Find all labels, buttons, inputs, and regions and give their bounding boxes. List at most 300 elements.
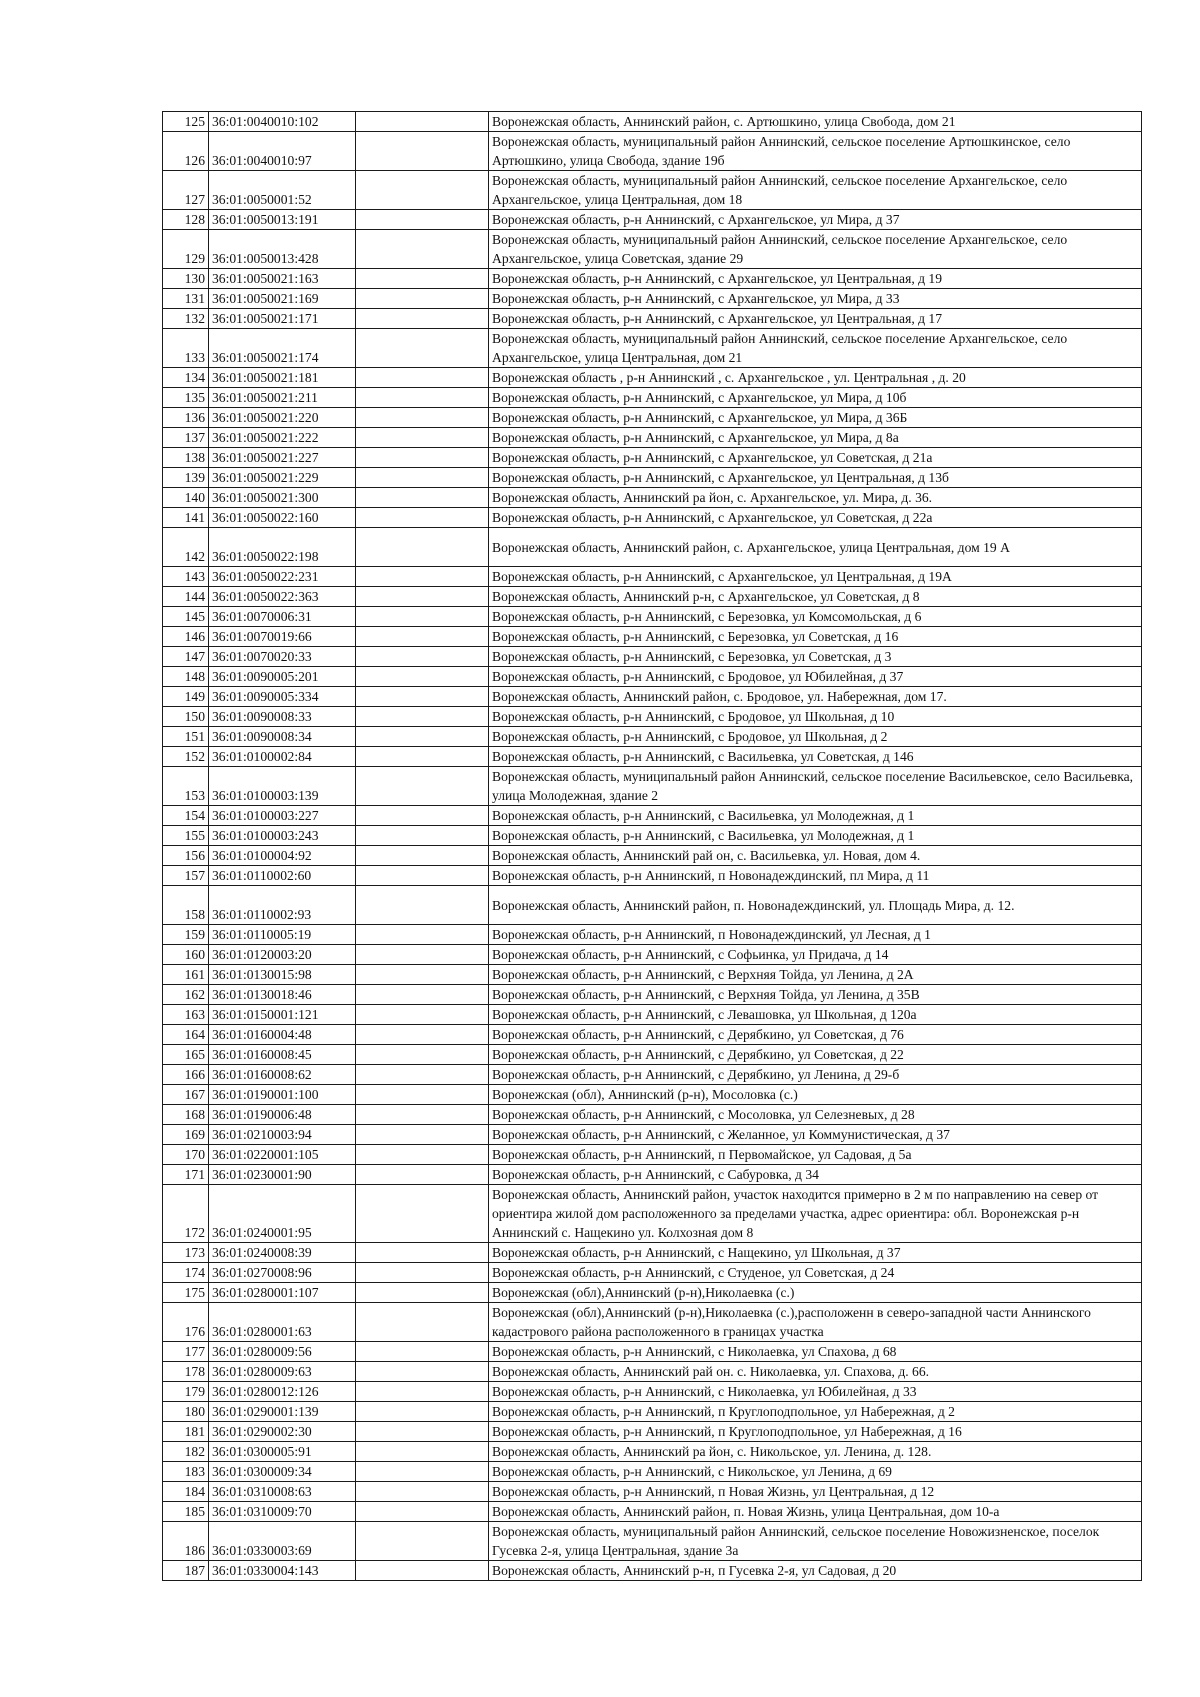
- address-cell: Воронежская область, муниципальный район Аннинский, сельское поселение Новожизненское, поселок Гусевка 2-я, улица Центральная, здание 3а: [489, 1522, 1142, 1561]
- table-row: [163, 132, 1142, 171]
- address-cell: Воронежская область, р-н Аннинский, п Круглоподпольное, ул Набережная, д 2: [489, 1402, 1142, 1422]
- row-number: 143: [163, 567, 209, 587]
- table-row: [163, 747, 1142, 767]
- cadastral-number: 36:01:0050021:220: [209, 408, 356, 428]
- cadastral-number: 36:01:0290001:139: [209, 1402, 356, 1422]
- empty-cell: [356, 1422, 489, 1442]
- row-number: 158: [163, 886, 209, 925]
- address-cell: Воронежская область, р-н Аннинский, с Архангельское, ул Центральная, д 13б: [489, 468, 1142, 488]
- row-number: 141: [163, 508, 209, 528]
- cadastral-number: 36:01:0040010:102: [209, 112, 356, 132]
- row-number: 131: [163, 289, 209, 309]
- table-row: [163, 925, 1142, 945]
- cadastral-number: 36:01:0050013:191: [209, 210, 356, 230]
- row-number: 165: [163, 1045, 209, 1065]
- cadastral-number: 36:01:0070020:33: [209, 647, 356, 667]
- row-number: 139: [163, 468, 209, 488]
- cadastral-number: 36:01:0050013:428: [209, 230, 356, 269]
- empty-cell: [356, 1005, 489, 1025]
- row-number: 142: [163, 528, 209, 567]
- table-row: [163, 727, 1142, 747]
- table-row: [163, 846, 1142, 866]
- cadastral-number: 36:01:0280001:107: [209, 1283, 356, 1303]
- address-cell: Воронежская область, Аннинский район, участок находится примерно в 2 м по направлению на север от ориентира жилой дом расположенного за пределами участка, адрес ориентира: обл. Воронежская р-н Аннинский с. Нащекино ул. Колхозная дом 8: [489, 1185, 1142, 1243]
- table-row: [163, 1502, 1142, 1522]
- cadastral-number: 36:01:0160004:48: [209, 1025, 356, 1045]
- cadastral-number: 36:01:0090008:34: [209, 727, 356, 747]
- cadastral-number: 36:01:0090005:334: [209, 687, 356, 707]
- empty-cell: [356, 1085, 489, 1105]
- row-number: 173: [163, 1243, 209, 1263]
- address-cell: Воронежская область, р-н Аннинский, п Новая Жизнь, ул Центральная, д 12: [489, 1482, 1142, 1502]
- row-number: 183: [163, 1462, 209, 1482]
- row-number: 152: [163, 747, 209, 767]
- address-cell: Воронежская область, р-н Аннинский, с Левашовка, ул Школьная, д 120а: [489, 1005, 1142, 1025]
- empty-cell: [356, 528, 489, 567]
- row-number: 153: [163, 767, 209, 806]
- table-row: [163, 767, 1142, 806]
- address-cell: Воронежская область, р-н Аннинский, с Никольское, ул Ленина, д 69: [489, 1462, 1142, 1482]
- cadastral-number: 36:01:0070019:66: [209, 627, 356, 647]
- address-cell: Воронежская область, р-н Аннинский, с Березовка, ул Советская, д 3: [489, 647, 1142, 667]
- address-cell: Воронежская область, Аннинский район, с. Архангельское, улица Центральная, дом 19 А: [489, 528, 1142, 567]
- row-number: 154: [163, 806, 209, 826]
- cadastral-number: 36:01:0310008:63: [209, 1482, 356, 1502]
- address-cell: Воронежская область, Аннинский рай он. с. Николаевка, ул. Спахова, д. 66.: [489, 1362, 1142, 1382]
- empty-cell: [356, 132, 489, 171]
- empty-cell: [356, 388, 489, 408]
- empty-cell: [356, 1502, 489, 1522]
- cadastral-number: 36:01:0050022:160: [209, 508, 356, 528]
- table-row: [163, 528, 1142, 567]
- cadastral-number: 36:01:0210003:94: [209, 1125, 356, 1145]
- table-row: [163, 1402, 1142, 1422]
- empty-cell: [356, 1442, 489, 1462]
- cadastral-number: 36:01:0070006:31: [209, 607, 356, 627]
- address-cell: Воронежская область, р-н Аннинский, с Софьинка, ул Придача, д 14: [489, 945, 1142, 965]
- address-cell: Воронежская область, р-н Аннинский, с Верхняя Тойда, ул Ленина, д 35В: [489, 985, 1142, 1005]
- cadastral-number: 36:01:0310009:70: [209, 1502, 356, 1522]
- table-row: [163, 1462, 1142, 1482]
- empty-cell: [356, 1482, 489, 1502]
- empty-cell: [356, 1342, 489, 1362]
- empty-cell: [356, 846, 489, 866]
- address-cell: Воронежская область, муниципальный район Аннинский, сельское поселение Архангельское, село Архангельское, улица Советская, здание 29: [489, 230, 1142, 269]
- empty-cell: [356, 448, 489, 468]
- row-number: 130: [163, 269, 209, 289]
- cadastral-number: 36:01:0280009:56: [209, 1342, 356, 1362]
- row-number: 144: [163, 587, 209, 607]
- table-row: [163, 329, 1142, 368]
- table-row: [163, 1005, 1142, 1025]
- table-row: [163, 1482, 1142, 1502]
- table-row: [163, 289, 1142, 309]
- cadastral-number: 36:01:0280009:63: [209, 1362, 356, 1382]
- address-cell: Воронежская область, р-н Аннинский, с Архангельское, ул Мира, д 37: [489, 210, 1142, 230]
- row-number: 174: [163, 1263, 209, 1283]
- cadastral-number: 36:01:0100003:139: [209, 767, 356, 806]
- cadastral-number: 36:01:0330003:69: [209, 1522, 356, 1561]
- table-row: [163, 1263, 1142, 1283]
- empty-cell: [356, 866, 489, 886]
- empty-cell: [356, 309, 489, 329]
- row-number: 133: [163, 329, 209, 368]
- row-number: 127: [163, 171, 209, 210]
- empty-cell: [356, 1105, 489, 1125]
- empty-cell: [356, 1303, 489, 1342]
- address-cell: Воронежская область, р-н Аннинский, п Новонадеждинский, ул Лесная, д 1: [489, 925, 1142, 945]
- address-cell: Воронежская область, р-н Аннинский, с Верхняя Тойда, ул Ленина, д 2А: [489, 965, 1142, 985]
- address-cell: Воронежская область, р-н Аннинский, с Бродовое, ул Юбилейная, д 37: [489, 667, 1142, 687]
- table-row: [163, 1442, 1142, 1462]
- table-row: [163, 687, 1142, 707]
- row-number: 178: [163, 1362, 209, 1382]
- row-number: 156: [163, 846, 209, 866]
- address-cell: Воронежская область, Аннинский район, п. Новая Жизнь, улица Центральная, дом 10-а: [489, 1502, 1142, 1522]
- empty-cell: [356, 1263, 489, 1283]
- cadastral-number: 36:01:0130018:46: [209, 985, 356, 1005]
- address-cell: Воронежская область, Аннинский р-н, п Гусевка 2-я, ул Садовая, д 20: [489, 1561, 1142, 1581]
- table-row: [163, 707, 1142, 727]
- address-cell: Воронежская область, Аннинский ра йон, с. Архангельское, ул. Мира, д. 36.: [489, 488, 1142, 508]
- row-number: 155: [163, 826, 209, 846]
- empty-cell: [356, 687, 489, 707]
- table-row: [163, 1303, 1142, 1342]
- row-number: 149: [163, 687, 209, 707]
- cadastral-number: 36:01:0050022:231: [209, 567, 356, 587]
- table-row: [163, 1362, 1142, 1382]
- empty-cell: [356, 587, 489, 607]
- cadastral-number: 36:01:0220001:105: [209, 1145, 356, 1165]
- table-row: [163, 826, 1142, 846]
- row-number: 140: [163, 488, 209, 508]
- address-cell: Воронежская (обл),Аннинский (р-н),Николаевка (с.): [489, 1283, 1142, 1303]
- table-row: [163, 1342, 1142, 1362]
- empty-cell: [356, 707, 489, 727]
- empty-cell: [356, 1362, 489, 1382]
- empty-cell: [356, 112, 489, 132]
- row-number: 125: [163, 112, 209, 132]
- empty-cell: [356, 647, 489, 667]
- address-cell: Воронежская область, р-н Аннинский, с Архангельское, ул Центральная, д 19: [489, 269, 1142, 289]
- cadastral-number: 36:01:0300009:34: [209, 1462, 356, 1482]
- row-number: 146: [163, 627, 209, 647]
- cadastral-number: 36:01:0240001:95: [209, 1185, 356, 1243]
- empty-cell: [356, 767, 489, 806]
- address-cell: Воронежская область, р-н Аннинский, с Архангельское, ул Мира, д 36Б: [489, 408, 1142, 428]
- empty-cell: [356, 428, 489, 448]
- cadastral-number: 36:01:0230001:90: [209, 1165, 356, 1185]
- table-row: [163, 1283, 1142, 1303]
- empty-cell: [356, 925, 489, 945]
- table-row: [163, 269, 1142, 289]
- address-cell: Воронежская область, р-н Аннинский, с Архангельское, ул Мира, д 8а: [489, 428, 1142, 448]
- table-row: [163, 309, 1142, 329]
- empty-cell: [356, 667, 489, 687]
- table-row: [163, 587, 1142, 607]
- empty-cell: [356, 965, 489, 985]
- table-row: [163, 1085, 1142, 1105]
- cadastral-number: 36:01:0050021:229: [209, 468, 356, 488]
- address-cell: Воронежская область, р-н Аннинский, с Березовка, ул Комсомольская, д 6: [489, 607, 1142, 627]
- row-number: 138: [163, 448, 209, 468]
- address-cell: Воронежская область, р-н Аннинский, с Дерябкино, ул Ленина, д 29-б: [489, 1065, 1142, 1085]
- empty-cell: [356, 1025, 489, 1045]
- table-row: [163, 567, 1142, 587]
- cadastral-number: 36:01:0110002:60: [209, 866, 356, 886]
- table-row: [163, 1422, 1142, 1442]
- table-row: [163, 1125, 1142, 1145]
- cadastral-number: 36:01:0190006:48: [209, 1105, 356, 1125]
- row-number: 157: [163, 866, 209, 886]
- row-number: 169: [163, 1125, 209, 1145]
- cadastral-number: 36:01:0040010:97: [209, 132, 356, 171]
- row-number: 179: [163, 1382, 209, 1402]
- address-cell: Воронежская область, р-н Аннинский, п Круглоподпольное, ул Набережная, д 16: [489, 1422, 1142, 1442]
- cadastral-number: 36:01:0330004:143: [209, 1561, 356, 1581]
- empty-cell: [356, 508, 489, 528]
- table-row: [163, 1065, 1142, 1085]
- empty-cell: [356, 945, 489, 965]
- row-number: 167: [163, 1085, 209, 1105]
- address-cell: Воронежская область, р-н Аннинский, с Березовка, ул Советская, д 16: [489, 627, 1142, 647]
- empty-cell: [356, 1382, 489, 1402]
- empty-cell: [356, 1561, 489, 1581]
- address-cell: Воронежская область, р-н Аннинский, с Васильевка, ул Советская, д 146: [489, 747, 1142, 767]
- table-row: [163, 1522, 1142, 1561]
- empty-cell: [356, 1065, 489, 1085]
- row-number: 187: [163, 1561, 209, 1581]
- table-row: [163, 488, 1142, 508]
- empty-cell: [356, 289, 489, 309]
- row-number: 160: [163, 945, 209, 965]
- cadastral-number: 36:01:0100003:227: [209, 806, 356, 826]
- address-cell: Воронежская область, р-н Аннинский, с Бродовое, ул Школьная, д 2: [489, 727, 1142, 747]
- address-cell: Воронежская область, р-н Аннинский, с Архангельское, ул Мира, д 10б: [489, 388, 1142, 408]
- table-row: [163, 647, 1142, 667]
- cadastral-number: 36:01:0050021:222: [209, 428, 356, 448]
- cadastral-number: 36:01:0270008:96: [209, 1263, 356, 1283]
- cadastral-number: 36:01:0150001:121: [209, 1005, 356, 1025]
- empty-cell: [356, 1243, 489, 1263]
- row-number: 126: [163, 132, 209, 171]
- empty-cell: [356, 607, 489, 627]
- table-row: [163, 230, 1142, 269]
- address-cell: Воронежская (обл), Аннинский (р-н), Мосоловка (с.): [489, 1085, 1142, 1105]
- table-row: [163, 468, 1142, 488]
- empty-cell: [356, 210, 489, 230]
- empty-cell: [356, 1145, 489, 1165]
- row-number: 137: [163, 428, 209, 448]
- empty-cell: [356, 727, 489, 747]
- address-cell: Воронежская область, Аннинский район, п. Новонадеждинский, ул. Площадь Мира, д. 12.: [489, 886, 1142, 925]
- table-row: [163, 965, 1142, 985]
- address-cell: Воронежская область, Аннинский район, с. Артюшкино, улица Свобода, дом 21: [489, 112, 1142, 132]
- cadastral-number: 36:01:0050021:171: [209, 309, 356, 329]
- row-number: 168: [163, 1105, 209, 1125]
- row-number: 176: [163, 1303, 209, 1342]
- row-number: 164: [163, 1025, 209, 1045]
- row-number: 171: [163, 1165, 209, 1185]
- empty-cell: [356, 1283, 489, 1303]
- row-number: 184: [163, 1482, 209, 1502]
- cadastral-number: 36:01:0090005:201: [209, 667, 356, 687]
- empty-cell: [356, 329, 489, 368]
- cadastral-number: 36:01:0050021:163: [209, 269, 356, 289]
- cadastral-number: 36:01:0290002:30: [209, 1422, 356, 1442]
- empty-cell: [356, 171, 489, 210]
- address-cell: Воронежская область, р-н Аннинский, с Студеное, ул Советская, д 24: [489, 1263, 1142, 1283]
- row-number: 136: [163, 408, 209, 428]
- row-number: 181: [163, 1422, 209, 1442]
- table-row: [163, 508, 1142, 528]
- empty-cell: [356, 368, 489, 388]
- row-number: 134: [163, 368, 209, 388]
- empty-cell: [356, 1402, 489, 1422]
- table-row: [163, 1561, 1142, 1581]
- address-cell: Воронежская область, р-н Аннинский, с Бродовое, ул Школьная, д 10: [489, 707, 1142, 727]
- cadastral-number: 36:01:0120003:20: [209, 945, 356, 965]
- table-row: [163, 667, 1142, 687]
- cadastral-number: 36:01:0190001:100: [209, 1085, 356, 1105]
- table-row: [163, 171, 1142, 210]
- empty-cell: [356, 826, 489, 846]
- address-cell: Воронежская область, р-н Аннинский, с Желанное, ул Коммунистическая, д 37: [489, 1125, 1142, 1145]
- cadastral-number: 36:01:0050021:174: [209, 329, 356, 368]
- cadastral-number: 36:01:0240008:39: [209, 1243, 356, 1263]
- table-row: [163, 448, 1142, 468]
- row-number: 172: [163, 1185, 209, 1243]
- address-cell: Воронежская область, р-н Аннинский, с Николаевка, ул Юбилейная, д 33: [489, 1382, 1142, 1402]
- address-cell: Воронежская область, р-н Аннинский, с Архангельское, ул Советская, д 22а: [489, 508, 1142, 528]
- row-number: 135: [163, 388, 209, 408]
- empty-cell: [356, 488, 489, 508]
- cadastral-number: 36:01:0160008:45: [209, 1045, 356, 1065]
- row-number: 182: [163, 1442, 209, 1462]
- property-registry-table: [162, 111, 1142, 1581]
- row-number: 162: [163, 985, 209, 1005]
- cadastral-number: 36:01:0050022:198: [209, 528, 356, 567]
- cadastral-number: 36:01:0050021:211: [209, 388, 356, 408]
- table-row: [163, 408, 1142, 428]
- row-number: 128: [163, 210, 209, 230]
- address-cell: Воронежская область, р-н Аннинский, с Васильевка, ул Молодежная, д 1: [489, 826, 1142, 846]
- cadastral-number: 36:01:0300005:91: [209, 1442, 356, 1462]
- row-number: 180: [163, 1402, 209, 1422]
- address-cell: Воронежская область, р-н Аннинский, п Первомайское, ул Садовая, д 5а: [489, 1145, 1142, 1165]
- cadastral-number: 36:01:0110005:19: [209, 925, 356, 945]
- cadastral-number: 36:01:0050021:227: [209, 448, 356, 468]
- cadastral-number: 36:01:0100002:84: [209, 747, 356, 767]
- cadastral-number: 36:01:0110002:93: [209, 886, 356, 925]
- cadastral-number: 36:01:0050021:300: [209, 488, 356, 508]
- address-cell: Воронежская область, Аннинский рай он, с. Васильевка, ул. Новая, дом 4.: [489, 846, 1142, 866]
- table-row: [163, 1025, 1142, 1045]
- address-cell: Воронежская (обл),Аннинский (р-н),Николаевка (с.),расположенн в северо-западной части Аннинского кадастрового района расположенного в границах участка: [489, 1303, 1142, 1342]
- address-cell: Воронежская область, р-н Аннинский, п Новонадеждинский, пл Мира, д 11: [489, 866, 1142, 886]
- cadastral-number: 36:01:0050021:169: [209, 289, 356, 309]
- row-number: 186: [163, 1522, 209, 1561]
- cadastral-number: 36:01:0100004:92: [209, 846, 356, 866]
- table-row: [163, 112, 1142, 132]
- empty-cell: [356, 1045, 489, 1065]
- empty-cell: [356, 408, 489, 428]
- table-row: [163, 1045, 1142, 1065]
- empty-cell: [356, 886, 489, 925]
- table-row: [163, 866, 1142, 886]
- row-number: 159: [163, 925, 209, 945]
- address-cell: Воронежская область, р-н Аннинский, с Архангельское, ул Советская, д 21а: [489, 448, 1142, 468]
- empty-cell: [356, 1185, 489, 1243]
- table-row: [163, 1105, 1142, 1125]
- row-number: 185: [163, 1502, 209, 1522]
- address-cell: Воронежская область, р-н Аннинский, с Сабуровка, д 34: [489, 1165, 1142, 1185]
- address-cell: Воронежская область, р-н Аннинский, с Мосоловка, ул Селезневых, д 28: [489, 1105, 1142, 1125]
- address-cell: Воронежская область, муниципальный район Аннинский, сельское поселение Архангельское, село Архангельское, улица Центральная, дом 21: [489, 329, 1142, 368]
- table-row: [163, 607, 1142, 627]
- row-number: 148: [163, 667, 209, 687]
- empty-cell: [356, 230, 489, 269]
- table-row: [163, 627, 1142, 647]
- row-number: 175: [163, 1283, 209, 1303]
- address-cell: Воронежская область, р-н Аннинский, с Николаевка, ул Спахова, д 68: [489, 1342, 1142, 1362]
- cadastral-number: 36:01:0050021:181: [209, 368, 356, 388]
- table-row: [163, 428, 1142, 448]
- row-number: 147: [163, 647, 209, 667]
- cadastral-number: 36:01:0100003:243: [209, 826, 356, 846]
- cadastral-number: 36:01:0050022:363: [209, 587, 356, 607]
- address-cell: Воронежская область, р-н Аннинский, с Архангельское, ул Мира, д 33: [489, 289, 1142, 309]
- address-cell: Воронежская область, муниципальный район Аннинский, сельское поселение Архангельское, село Архангельское, улица Центральная, дом 18: [489, 171, 1142, 210]
- table-row: [163, 388, 1142, 408]
- table-row: [163, 1185, 1142, 1243]
- table-row: [163, 368, 1142, 388]
- cadastral-number: 36:01:0050001:52: [209, 171, 356, 210]
- address-cell: Воронежская область , р-н Аннинский , с. Архангельское , ул. Центральная , д. 20: [489, 368, 1142, 388]
- table-row: [163, 886, 1142, 925]
- table-row: [163, 1165, 1142, 1185]
- address-cell: Воронежская область, Аннинский р-н, с Архангельское, ул Советская, д 8: [489, 587, 1142, 607]
- row-number: 177: [163, 1342, 209, 1362]
- table-row: [163, 1145, 1142, 1165]
- cadastral-number: 36:01:0160008:62: [209, 1065, 356, 1085]
- empty-cell: [356, 627, 489, 647]
- empty-cell: [356, 747, 489, 767]
- empty-cell: [356, 1522, 489, 1561]
- row-number: 166: [163, 1065, 209, 1085]
- empty-cell: [356, 1462, 489, 1482]
- address-cell: Воронежская область, р-н Аннинский, с Архангельское, ул Центральная, д 17: [489, 309, 1142, 329]
- empty-cell: [356, 985, 489, 1005]
- table-row: [163, 806, 1142, 826]
- table-row: [163, 1243, 1142, 1263]
- cadastral-number: 36:01:0280012:126: [209, 1382, 356, 1402]
- address-cell: Воронежская область, р-н Аннинский, с Архангельское, ул Центральная, д 19А: [489, 567, 1142, 587]
- cadastral-number: 36:01:0280001:63: [209, 1303, 356, 1342]
- cadastral-number: 36:01:0130015:98: [209, 965, 356, 985]
- empty-cell: [356, 468, 489, 488]
- address-cell: Воронежская область, Аннинский ра йон, с. Никольское, ул. Ленина, д. 128.: [489, 1442, 1142, 1462]
- row-number: 132: [163, 309, 209, 329]
- address-cell: Воронежская область, р-н Аннинский, с Дерябкино, ул Советская, д 76: [489, 1025, 1142, 1045]
- address-cell: Воронежская область, р-н Аннинский, с Дерябкино, ул Советская, д 22: [489, 1045, 1142, 1065]
- empty-cell: [356, 567, 489, 587]
- row-number: 129: [163, 230, 209, 269]
- table-row: [163, 210, 1142, 230]
- row-number: 150: [163, 707, 209, 727]
- address-cell: Воронежская область, р-н Аннинский, с Васильевка, ул Молодежная, д 1: [489, 806, 1142, 826]
- table-row: [163, 985, 1142, 1005]
